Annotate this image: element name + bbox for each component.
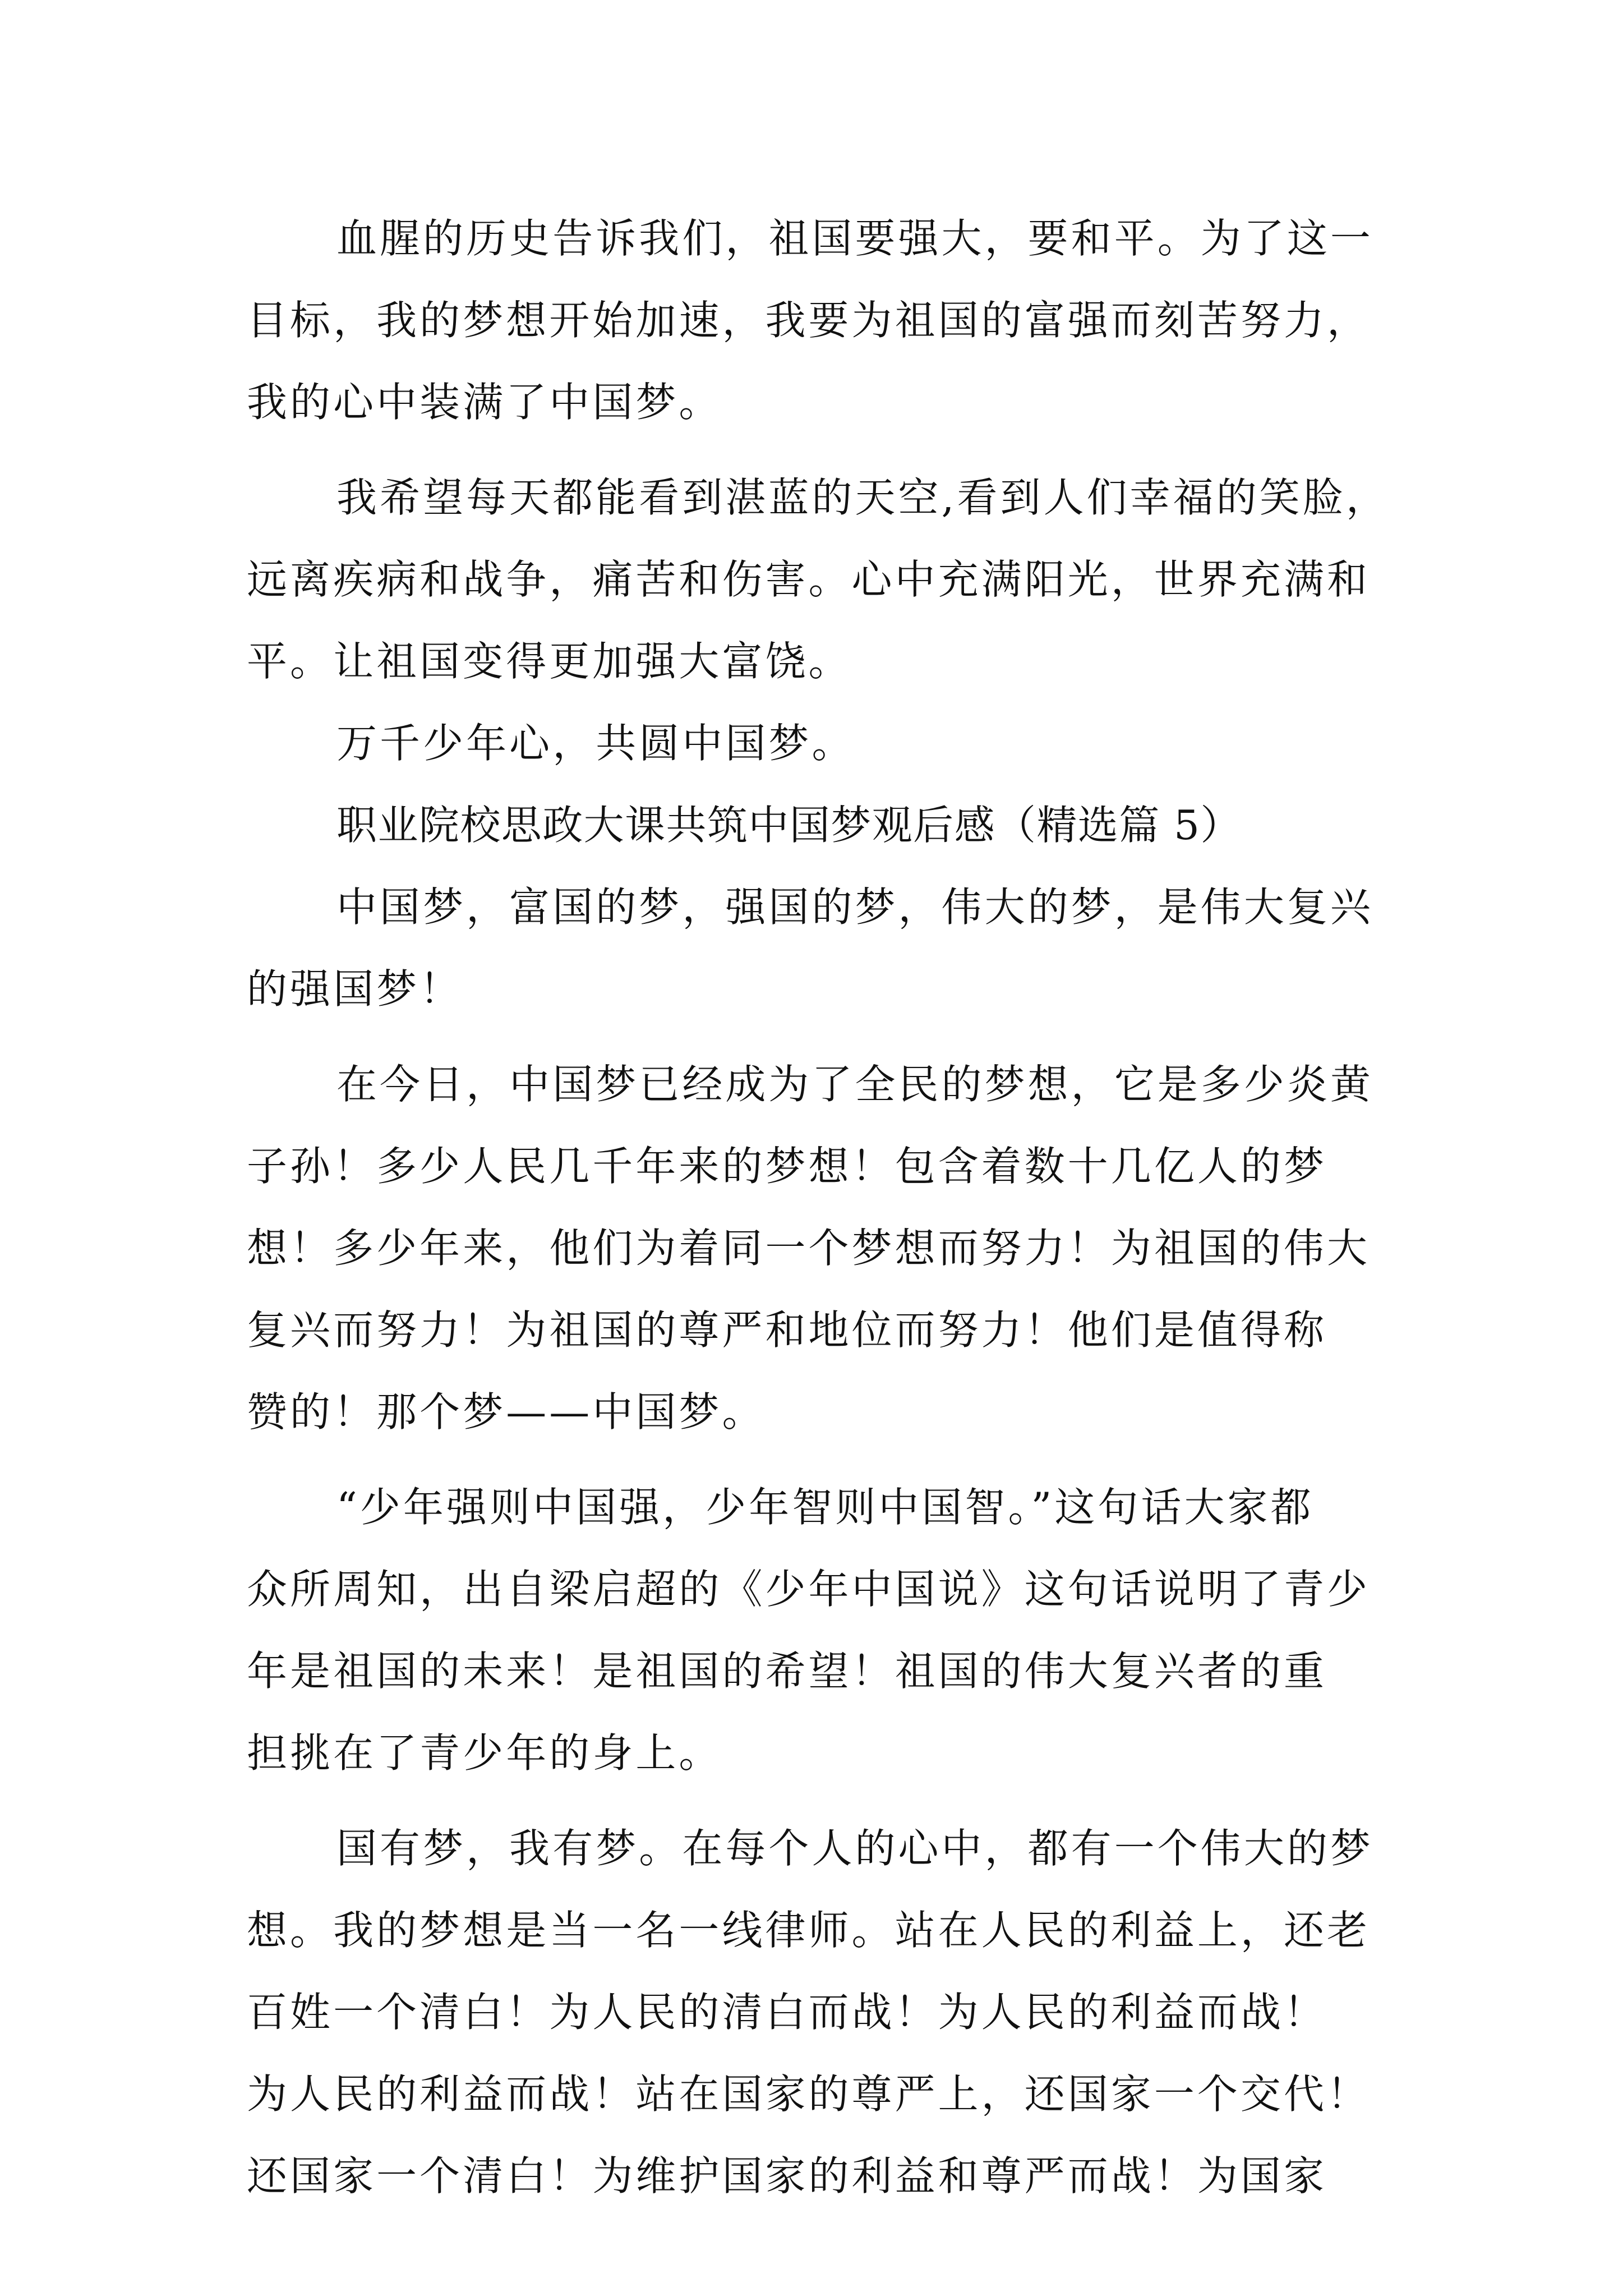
- paragraph-line: 担挑在了青少年的身上。: [247, 1729, 722, 1777]
- paragraph: [247, 197, 1413, 443]
- paragraph-line: 我希望每天都能看到湛蓝的天空,看到人们幸福的笑脸，: [336, 474, 1389, 521]
- paragraph: [247, 1043, 1413, 1453]
- paragraph-line: 万千少年心，共圆中国梦。: [336, 720, 855, 767]
- paragraph: [247, 1807, 1413, 2217]
- paragraph-line: 众所周知，出自梁启超的《少年中国说》这句话说明了青少: [247, 1566, 1371, 1613]
- paragraph-line: 中国梦，富国的梦，强国的梦，伟大的梦，是伟大复兴: [336, 884, 1373, 931]
- paragraph: [247, 702, 1413, 784]
- paragraph-line: 复兴而努力！为祖国的尊严和地位而努力！他们是值得称: [247, 1306, 1327, 1354]
- paragraph-gap: [247, 1030, 1413, 1043]
- document-body: [247, 197, 1413, 2217]
- paragraph-line: 想！多少年来，他们为着同一个梦想而努力！为祖国的伟大: [247, 1225, 1371, 1272]
- paragraph-gap: [247, 443, 1413, 457]
- paragraph-line: 想。我的梦想是当一名一线律师。站在人民的利益上，还老: [247, 1907, 1371, 1954]
- paragraph-line: 我的心中装满了中国梦。: [247, 379, 722, 426]
- paragraph-gap: [247, 1453, 1413, 1466]
- paragraph-line: 在今日，中国梦已经成为了全民的梦想，它是多少炎黄: [336, 1061, 1373, 1108]
- paragraph-line: 子孙！多少人民几千年来的梦想！包含着数十几亿人的梦: [247, 1143, 1327, 1190]
- paragraph-line: 平。让祖国变得更加强大富饶。: [247, 638, 852, 685]
- paragraph-line: “少年强则中国强，少年智则中国智。”这句话大家都: [336, 1484, 1314, 1531]
- section-heading-text: 职业院校思政大课共筑中国梦观后感（精选篇 5）: [336, 802, 1242, 849]
- section-heading: [247, 784, 1413, 866]
- paragraph-line: 年是祖国的未来！是祖国的希望！祖国的伟大复兴者的重: [247, 1648, 1327, 1695]
- paragraph-line: 的强国梦！: [247, 965, 463, 1013]
- paragraph-line: 国有梦，我有梦。在每个人的心中，都有一个伟大的梦: [336, 1825, 1373, 1872]
- paragraph: [247, 1466, 1413, 1794]
- paragraph-line: 血腥的历史告诉我们，祖国要强大，要和平。为了这一: [336, 215, 1373, 262]
- paragraph-gap: [247, 1794, 1413, 1807]
- paragraph-line: 百姓一个清白！为人民的清白而战！为人民的利益而战！: [247, 1989, 1327, 2036]
- paragraph: [247, 457, 1413, 702]
- paragraph-line: 远离疾病和战争，痛苦和伤害。心中充满阳光，世界充满和: [247, 556, 1371, 603]
- paragraph: [247, 866, 1413, 1030]
- paragraph-line: 目标，我的梦想开始加速，我要为祖国的富强而刻苦努力，: [247, 297, 1371, 344]
- paragraph-line: 赞的！那个梦——中国梦。: [247, 1388, 766, 1435]
- paragraph-line: 还国家一个清白！为维护国家的利益和尊严而战！为国家: [247, 2152, 1327, 2200]
- paragraph-line: 为人民的利益而战！站在国家的尊严上，还国家一个交代！: [247, 2070, 1371, 2118]
